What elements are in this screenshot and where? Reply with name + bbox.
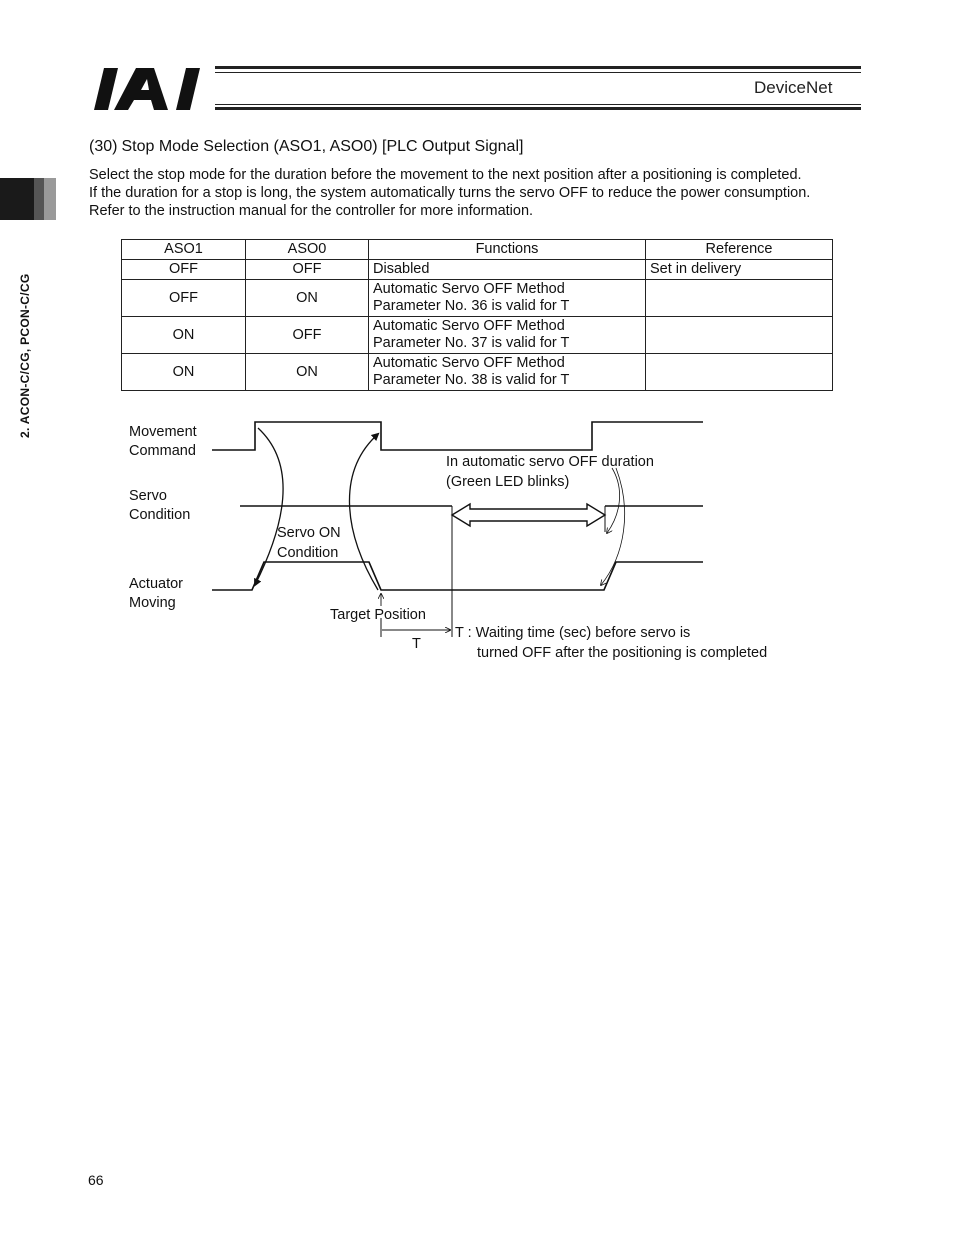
servo-label-line-2: Condition — [129, 507, 191, 523]
movement-label-line-1: Movement — [129, 424, 197, 440]
function-line-1: Automatic Servo OFF Method — [373, 281, 565, 297]
servo-on-label-line-2: Condition — [277, 545, 339, 561]
cell-aso1: OFF — [122, 280, 246, 317]
auto-off-note-line-1: In automatic servo OFF duration — [446, 454, 654, 470]
paragraph-1: Select the stop mode for the duration before the movement to the next position after a positioning is completed. — [89, 167, 802, 183]
t-symbol: T — [412, 636, 421, 652]
paragraph-3: Refer to the instruction manual for the controller for more information. — [89, 203, 534, 219]
actuator-label-line-2: Moving — [129, 595, 176, 611]
movement-label-line-2: Command — [129, 443, 196, 459]
t-note-line-1: T : Waiting time (sec) before servo is — [455, 625, 691, 641]
servo-label-line-1: Servo — [129, 488, 167, 504]
header-aso0: ASO0 — [246, 240, 369, 260]
target-position-label: Target Position — [330, 607, 426, 623]
auto-off-note-line-2: (Green LED blinks) — [446, 474, 570, 490]
cell-aso1: ON — [122, 354, 246, 391]
page-number: 66 — [88, 1172, 104, 1188]
position-to-command-arrow — [349, 434, 378, 590]
cell-aso0: OFF — [246, 317, 369, 354]
annotation-leader-servo — [607, 468, 620, 533]
header-title: DeviceNet — [754, 78, 833, 97]
section-title: Stop Mode Selection (ASO1, ASO0) [PLC Output Signal] — [121, 138, 524, 155]
function-line-1: Disabled — [373, 261, 430, 277]
actuator-label-line-1: Actuator — [129, 576, 183, 592]
t-note-line-2: turned OFF after the positioning is completed — [477, 645, 768, 661]
paragraph-2: If the duration for a stop is long, the system automatically turns the servo OFF to reduce the power consumption. — [89, 185, 811, 201]
header-reference: Reference — [646, 240, 833, 260]
cell-reference: Set in delivery — [646, 260, 833, 280]
cell-aso1: OFF — [122, 260, 246, 280]
function-line-2: Parameter No. 37 is valid for T — [373, 335, 570, 351]
header-aso1: ASO1 — [122, 240, 246, 260]
cell-aso0: ON — [246, 354, 369, 391]
function-line-2: Parameter No. 36 is valid for T — [373, 298, 570, 314]
movement-waveform — [212, 422, 703, 450]
cell-aso1: ON — [122, 317, 246, 354]
header-functions: Functions — [369, 240, 646, 260]
section-number: (30) — [89, 138, 118, 155]
cell-aso0: OFF — [246, 260, 369, 280]
cell-aso0: ON — [246, 280, 369, 317]
servo-off-duration-arrow — [452, 504, 605, 526]
function-line-2: Parameter No. 38 is valid for T — [373, 372, 570, 388]
function-line-1: Automatic Servo OFF Method — [373, 318, 565, 334]
actuator-waveform — [212, 562, 703, 590]
function-line-1: Automatic Servo OFF Method — [373, 355, 565, 371]
servo-on-label-line-1: Servo ON — [277, 525, 341, 541]
chapter-label: 2. ACON-C/CG, PCON-C/CG — [18, 273, 32, 438]
